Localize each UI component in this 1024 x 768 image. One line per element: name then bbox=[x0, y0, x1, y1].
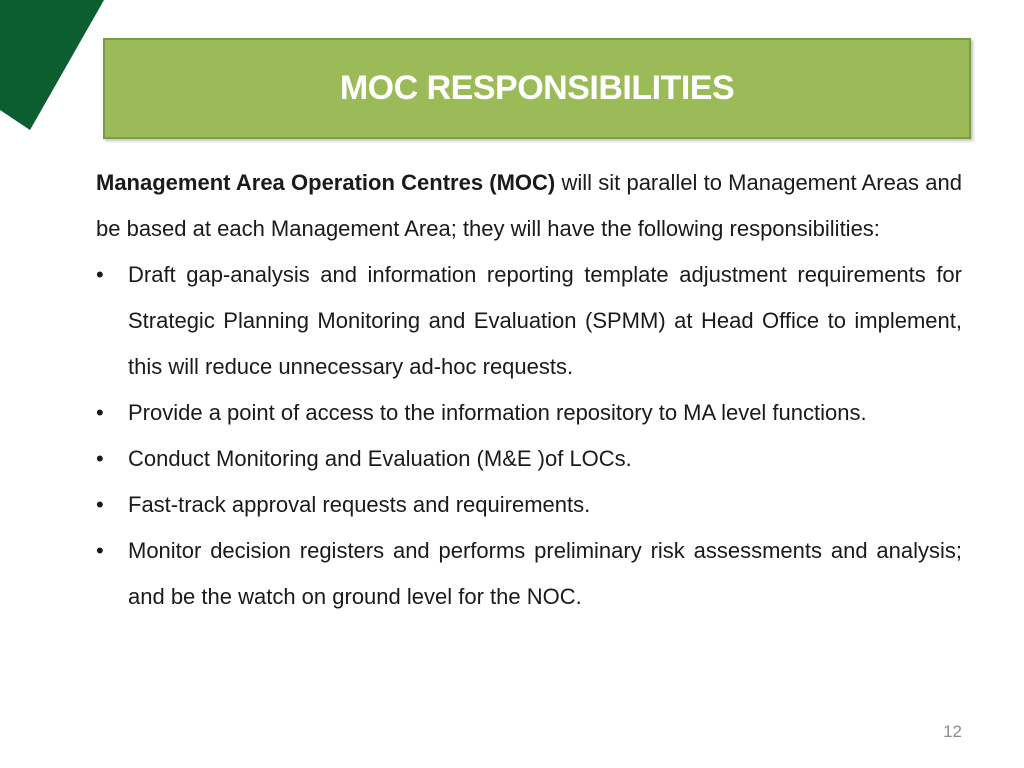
responsibilities-list bbox=[96, 252, 962, 620]
list-item-text: Draft gap-analysis and information reporting template adjustment requirements for Strategic Planning Monitoring and Evaluation (SPMM) at Head Office to implement, this will reduce unnecessary ad-hoc requests. bbox=[128, 262, 962, 379]
list-item-text: Provide a point of access to the information repository to MA level functions. bbox=[128, 400, 867, 425]
bullet-icon: • bbox=[96, 446, 104, 471]
intro-paragraph bbox=[96, 160, 962, 252]
page-number: 12 bbox=[943, 722, 962, 741]
list-item bbox=[96, 528, 962, 620]
bullet-icon: • bbox=[96, 400, 104, 425]
bullet-icon: • bbox=[96, 538, 104, 563]
list-item bbox=[96, 482, 962, 528]
intro-bold-term: Management Area Operation Centres (MOC) bbox=[96, 170, 556, 195]
list-item bbox=[96, 390, 962, 436]
slide-body bbox=[96, 160, 962, 620]
intro-text: will sit parallel to Management Areas and be based at each Management Area; they will have the following responsibilities: bbox=[96, 170, 962, 241]
list-item bbox=[96, 252, 962, 390]
list-item-text: Monitor decision registers and performs preliminary risk assessments and analysis; and be the watch on ground level for the NOC. bbox=[128, 538, 962, 609]
list-item bbox=[96, 436, 962, 482]
bullet-icon: • bbox=[96, 492, 104, 517]
corner-decoration-shape bbox=[0, 0, 110, 135]
list-item-text: Fast-track approval requests and requirements. bbox=[128, 492, 591, 517]
slide-title: MOC RESPONSIBILITIES bbox=[339, 69, 735, 107]
title-bar bbox=[103, 38, 971, 139]
bullet-icon: • bbox=[96, 262, 104, 287]
list-item-text: Conduct Monitoring and Evaluation (M&E )of LOCs. bbox=[128, 446, 632, 471]
